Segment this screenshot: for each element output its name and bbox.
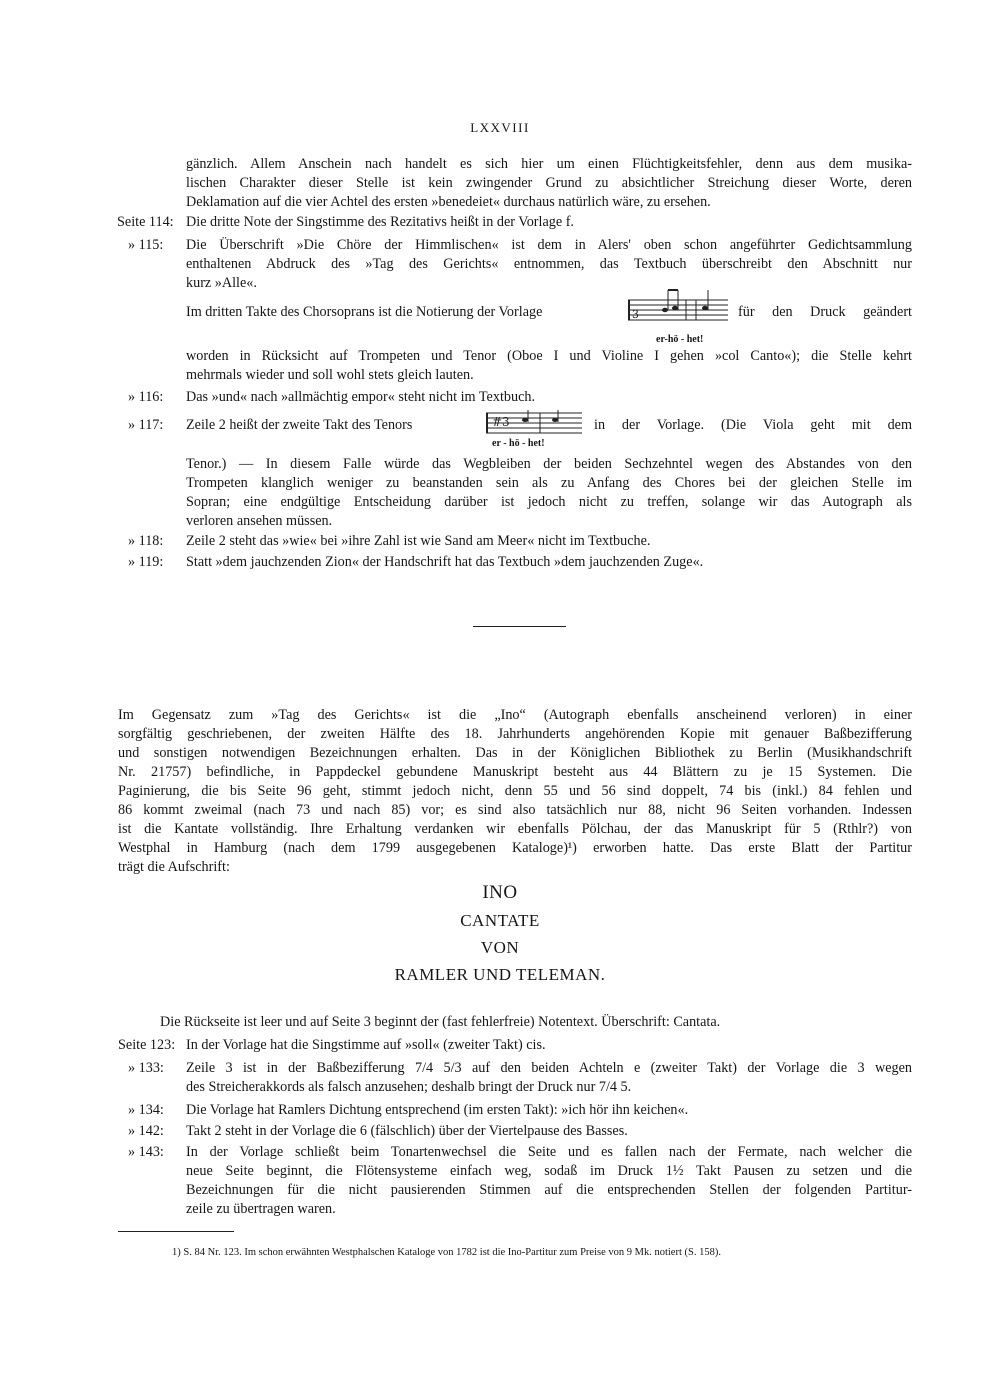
cantata-authors: RAMLER UND TELEMAN. <box>394 965 606 984</box>
note-label: » 133: <box>128 1060 164 1076</box>
note-text: Die Überschrift »Die Chöre der Himmlischen« ist dem in Alers' oben schon angeführter Gedichtsammlung <box>186 237 912 253</box>
body-line: ist die Kantate vollständig. Ihre Erhaltung verdanken wir ebenfalls Pölchau, der das Manuskript für 5 (Rthlr?) von <box>118 821 912 837</box>
body-line: 86 kommt zweimal (nach 73 und nach 85) vor; es sind also tatsächlich nur 88, nicht 96 Seiten vorhanden. Indessen <box>118 802 912 818</box>
note-text: Zeile 2 steht das »wie« bei »ihre Zahl ist wie Sand am Meer« nicht im Textbuche. <box>186 533 651 549</box>
cantata-subtitle: CANTATE <box>460 911 540 930</box>
footnote-rule <box>118 1231 234 1232</box>
note-text: Die dritte Note der Singstimme des Rezitativs heißt in der Vorlage f. <box>186 214 574 230</box>
note-text: In der Vorlage hat die Singstimme auf »soll« (zweiter Takt) cis. <box>186 1037 546 1053</box>
note-label: » 119: <box>128 554 164 570</box>
svg-text:3: 3 <box>632 308 639 321</box>
note-text: neue Seite beginnt, die Flötensysteme einfach weg, sodaß im Druck 1½ Takt Pausen zu setzen und die <box>186 1163 912 1179</box>
note-label: » 142: <box>128 1123 164 1139</box>
body-line: Nr. 21757) befindliche, in Pappdeckel gebundene Manuskript besteht aus 44 Blättern zu je 15 Systemen. Die <box>118 764 912 780</box>
note-text: in der Vorlage. (Die Viola geht mit dem <box>594 417 912 433</box>
note-text: verloren ansehen müssen. <box>186 513 333 529</box>
note-text: worden in Rücksicht auf Trompeten und Tenor (Oboe I und Violine I gehen »col Canto«); die Stelle kehrt <box>186 348 912 364</box>
note-text: Sopran; eine endgültige Entscheidung darüber ist jedoch nicht zu treffen, solange wir das Autograph als <box>186 494 912 510</box>
note-text: des Streicherakkords als falsch anzusehen; deshalb bringt der Druck nur 7/4 5. <box>186 1079 632 1095</box>
note-text: enthaltenen Abdruck des »Tag des Gerichts« entnommen, das Textbuch überschreibt den Abschnitt nur <box>186 256 912 272</box>
note-label: » 118: <box>128 533 164 549</box>
note-label: Seite 114: <box>117 214 174 230</box>
note-text: Zeile 3 ist in der Baßbezifferung 7/4 5/3 auf den beiden Achteln e (zweiter Takt) der Vorlage die 3 wegen <box>186 1060 912 1076</box>
body-line: gänzlich. Allem Anschein nach handelt es sich hier um einen Flüchtigkeitsfehler, denn aus dem musika- <box>186 156 912 172</box>
note-label: Seite 123: <box>118 1037 176 1053</box>
music-example-2 <box>484 408 584 436</box>
note-text: Im dritten Takte des Chorsoprans ist die Notierung der Vorlage <box>186 304 543 320</box>
body-line: und sonstigen notwendigen Bezeichnungen erhalten. Das in der Königlichen Bibliothek zu Berlin (Musikhandschrift <box>118 745 912 761</box>
body-line: Paginierung, die bis Seite 96 geht, stimmt jedoch nicht, denn 55 und 56 sind doppelt, 74 bis (inkl.) 84 fehlen und <box>118 783 912 799</box>
body-line: Deklamation auf die vier Achtel des ersten »benedeiet« durchaus natürlich wäre, zu ersehen. <box>186 194 711 210</box>
note-label: » 117: <box>128 417 164 433</box>
note-text: Statt »dem jauchzenden Zion« der Handschrift hat das Textbuch »dem jauchzenden Zuge«. <box>186 554 704 570</box>
footnote: 1) S. 84 Nr. 123. Im schon erwähnten Westphalschen Kataloge von 1782 ist die Ino-Partitur zum Preise von 9 Mk. notiert (S. 158). <box>172 1247 721 1258</box>
body-line: Die Rückseite ist leer und auf Seite 3 beginnt der (fast fehlerfreie) Notentext. Überschrift: Cantata. <box>160 1014 721 1030</box>
note-label: » 143: <box>128 1144 164 1160</box>
note-text: In der Vorlage schließt beim Tonartenwechsel die Seite und es fallen nach der Fermate, nach welcher die <box>186 1144 912 1160</box>
body-line: Westphal in Hamburg (nach dem 1799 ausgegebenen Kataloge)¹) erworben hatte. Das erste Blatt der Partitur <box>118 840 912 856</box>
note-text: Tenor.) — In diesem Falle würde das Wegbleiben der beiden Sechzehntel wegen des Abstandes von den <box>186 456 912 472</box>
body-line: trägt die Aufschrift: <box>118 859 230 875</box>
note-text: Zeile 2 heißt der zweite Takt des Tenors <box>186 417 413 433</box>
body-line: sorgfältig geschriebenen, der zweiten Hälfte des 18. Jahrhunderts angehörenden Kopie mit genauer Baßbezifferung <box>118 726 912 742</box>
note-text: kurz »Alle«. <box>186 275 257 291</box>
note-text: Takt 2 steht in der Vorlage die 6 (fälschlich) über der Viertelpause des Basses. <box>186 1123 628 1139</box>
note-text: mehrmals wieder und soll wohl stets gleich lauten. <box>186 367 474 383</box>
page-number: LXXVIII <box>470 120 530 135</box>
music-lyrics: er - hö - het! <box>492 438 545 449</box>
note-label: » 116: <box>128 389 164 405</box>
svg-text:#3: #3 <box>492 415 510 429</box>
body-line: Im Gegensatz zum »Tag des Gerichts« ist die „Ino“ (Autograph ebenfalls anscheinend verloren) in einer <box>118 707 912 723</box>
note-label: » 115: <box>128 237 164 253</box>
note-text: Das »und« nach »allmächtig empor« steht nicht im Textbuch. <box>186 389 536 405</box>
cantata-von: VON <box>480 938 520 957</box>
note-text: Trompeten klanglich weniger zu beanstanden sein als zu Anfang des Chores bei der gleichen Stelle im <box>186 475 912 491</box>
note-text: Die Vorlage hat Ramlers Dichtung entsprechend (im ersten Takt): »ich hör ihn keichen«. <box>186 1102 689 1118</box>
note-label: » 134: <box>128 1102 164 1118</box>
music-lyrics: er-hö - het! <box>656 334 704 345</box>
note-text: für den Druck geändert <box>738 304 912 320</box>
cantata-title: INO <box>482 882 518 903</box>
section-divider <box>473 626 566 627</box>
music-example-1 <box>626 288 730 334</box>
note-text: zeile zu übertragen waren. <box>186 1201 336 1217</box>
body-line: lischen Charakter dieser Stelle ist kein zwingender Grund zu absichtlicher Streichung dieser Worte, deren <box>186 175 912 191</box>
note-text: Bezeichnungen für die nicht pausierenden Stimmen auf die entsprechenden Stellen der folgenden Partitur- <box>186 1182 912 1198</box>
